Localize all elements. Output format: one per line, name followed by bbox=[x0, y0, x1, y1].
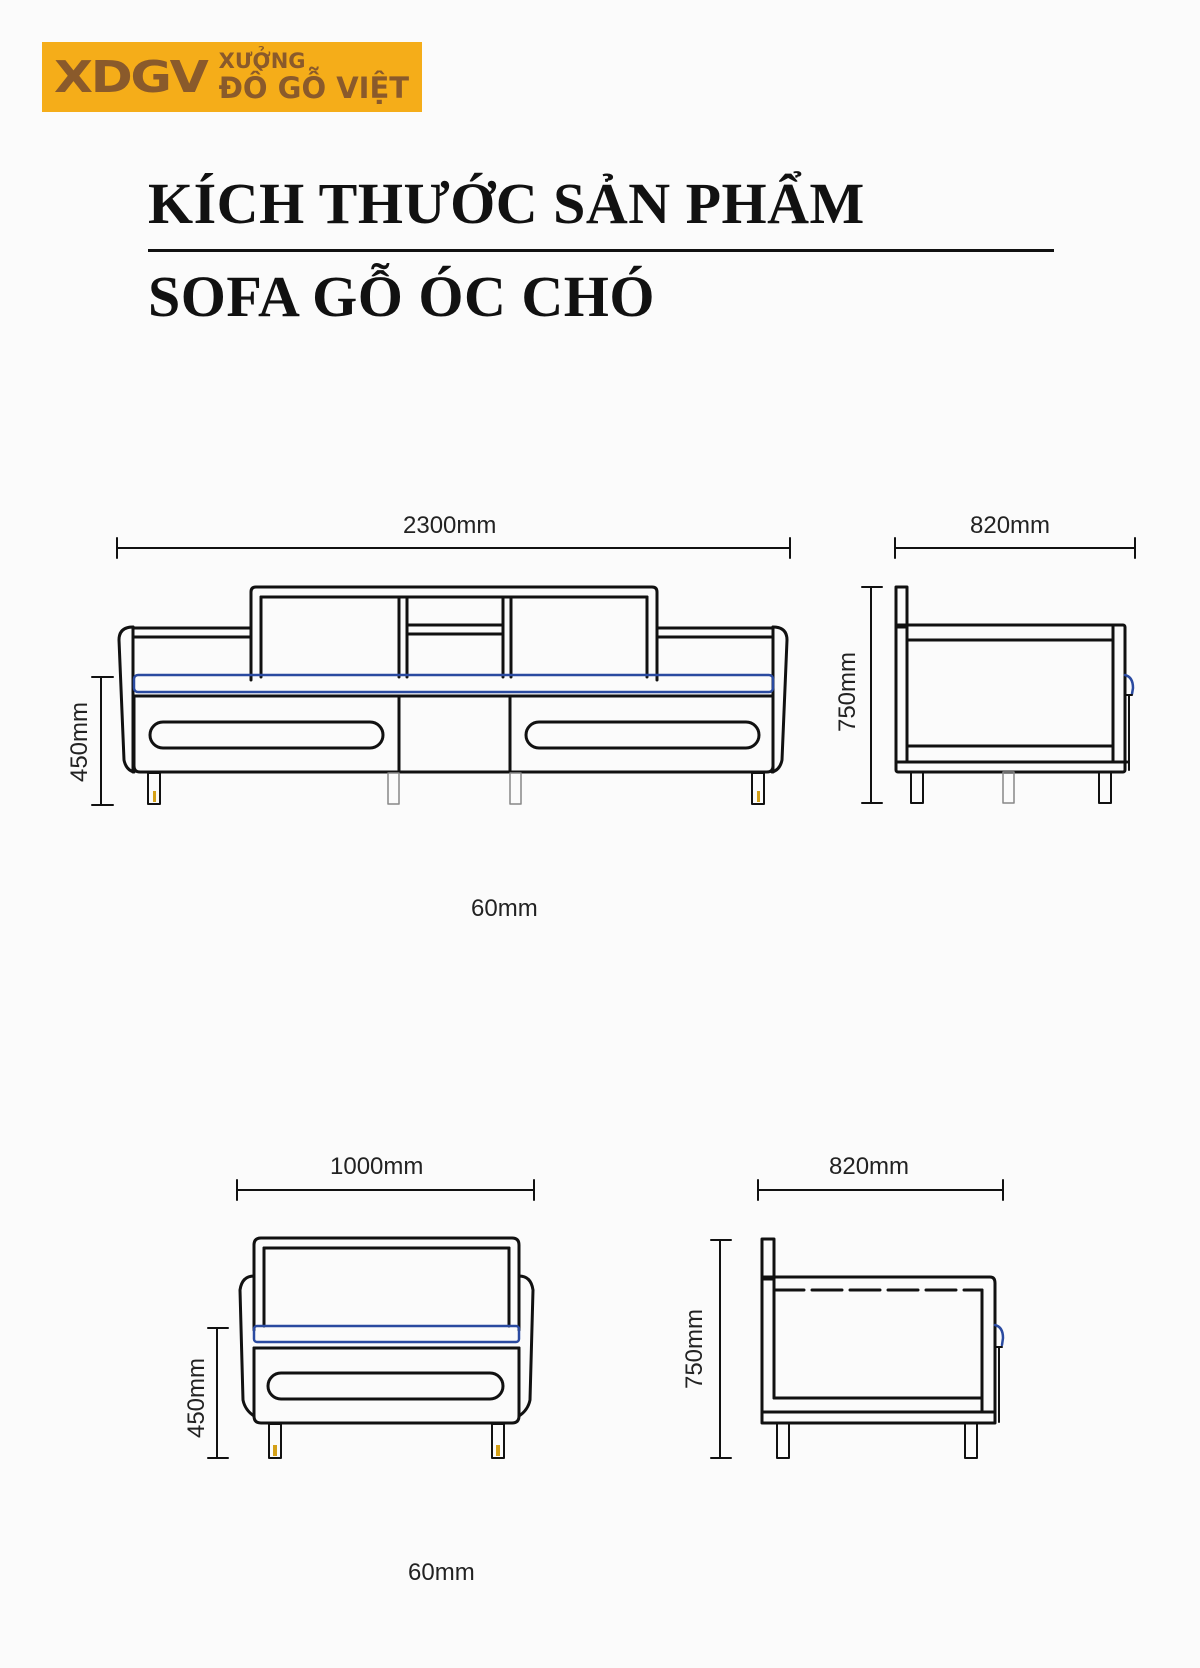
page-title: KÍCH THƯỚC SẢN PHẨM bbox=[148, 171, 865, 236]
three-seat-width-label: 2300mm bbox=[403, 512, 497, 539]
logo-line-1: XƯỞNG bbox=[218, 49, 306, 73]
single-depth-label: 820mm bbox=[829, 1153, 910, 1180]
single-width-label: 1000mm bbox=[330, 1153, 424, 1180]
single-seat-front-view bbox=[208, 1180, 534, 1458]
logo-mark: XDGV bbox=[54, 51, 207, 103]
single-leg-label: 60mm bbox=[408, 1559, 475, 1586]
three-seat-leg-label: 60mm bbox=[471, 895, 538, 922]
single-height-label: 450mm bbox=[183, 1357, 211, 1439]
product-name: SOFA GỖ ÓC CHÓ bbox=[148, 264, 656, 329]
three-seat-front-view bbox=[92, 538, 790, 805]
logo-line-2: ĐỒ GỖ VIỆT bbox=[218, 71, 410, 105]
three-seat-depth-label: 820mm bbox=[970, 512, 1051, 539]
three-seat-height-label: 450mm bbox=[66, 701, 94, 783]
single-total-height-label: 750mm bbox=[681, 1308, 709, 1390]
three-seat-side-view bbox=[862, 538, 1135, 803]
single-seat-side-view bbox=[711, 1180, 1003, 1458]
three-seat-total-height-label: 750mm bbox=[834, 651, 862, 733]
